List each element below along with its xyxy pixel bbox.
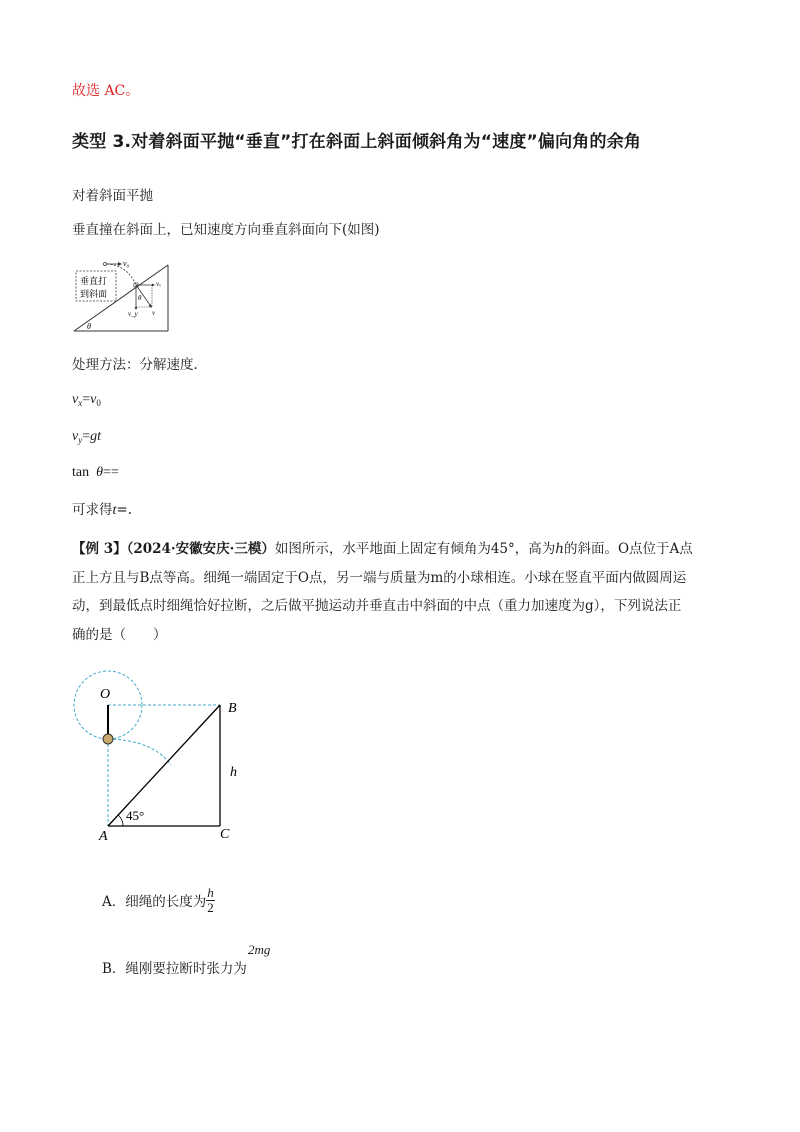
vx-label: vₓ [156,280,162,288]
example-source: （2024·安徽安庆·三模） [126,541,275,557]
option-a [102,880,215,920]
option-a-fraction: $\frac{h}{2}$ [207,884,214,915]
method-label: 处理方法：分解速度. [72,357,198,373]
equation-tan: tan θ== [72,465,119,480]
option-b-text: B．绳刚要拉断时张力为 [102,961,247,977]
option-a-text: A．细绳的长度为 [102,894,207,910]
label-C: C [220,827,230,842]
example-3-text: 【例 3】（2024·安徽安庆·三模）如图所示，水平地面上固定有倾角为45°，高为ℎ的斜面。O点位于A点 正上方且与B点等高。细绳一端固定于O点，另一端与质量为m的小球相连。小球在竖直平面内做圆周运 动，到最低点时细绳恰好拉断，之后做平抛运动并垂直击中斜面的中点（重力加速度为g），下列说法正 确的是（ ） [72,541,693,643]
section-heading: 类型 3.对着斜面平抛“垂直”打在斜面上斜面倾斜角为“速度”偏向角的余角 [72,132,642,152]
v0-label: v₀ [123,259,130,268]
box-label-2: 到斜面 [80,289,108,299]
label-B: B [228,701,237,716]
incline-circle-figure [68,668,248,844]
label-h: h [230,765,237,780]
equation-t: 可求得t=. [72,502,132,518]
label-angle: 45° [126,808,145,823]
v-label: v [152,309,156,317]
option-b [102,957,247,977]
vy-label: v_y [128,310,138,318]
equation-vy: $v_y=gt$ [72,429,102,445]
equation-vx: $v_x=v_0$ [72,392,101,408]
incline-theta-label: θ [87,322,91,331]
label-A: A [99,829,108,844]
previous-answer: 故选 AC。 [72,83,140,99]
small-theta-label: θ [138,294,142,302]
example-tag: 【例 3】 [72,541,127,557]
intro-line-1: 对着斜面平抛 [72,188,153,204]
box-label-1: 垂直打 [80,276,108,286]
intro-line-2: 垂直撞在斜面上，已知速度方向垂直斜面向下(如图) [72,222,380,238]
projectile-incline-figure [72,257,174,335]
label-O: O [100,687,111,702]
option-b-value: 2mg [248,942,271,957]
